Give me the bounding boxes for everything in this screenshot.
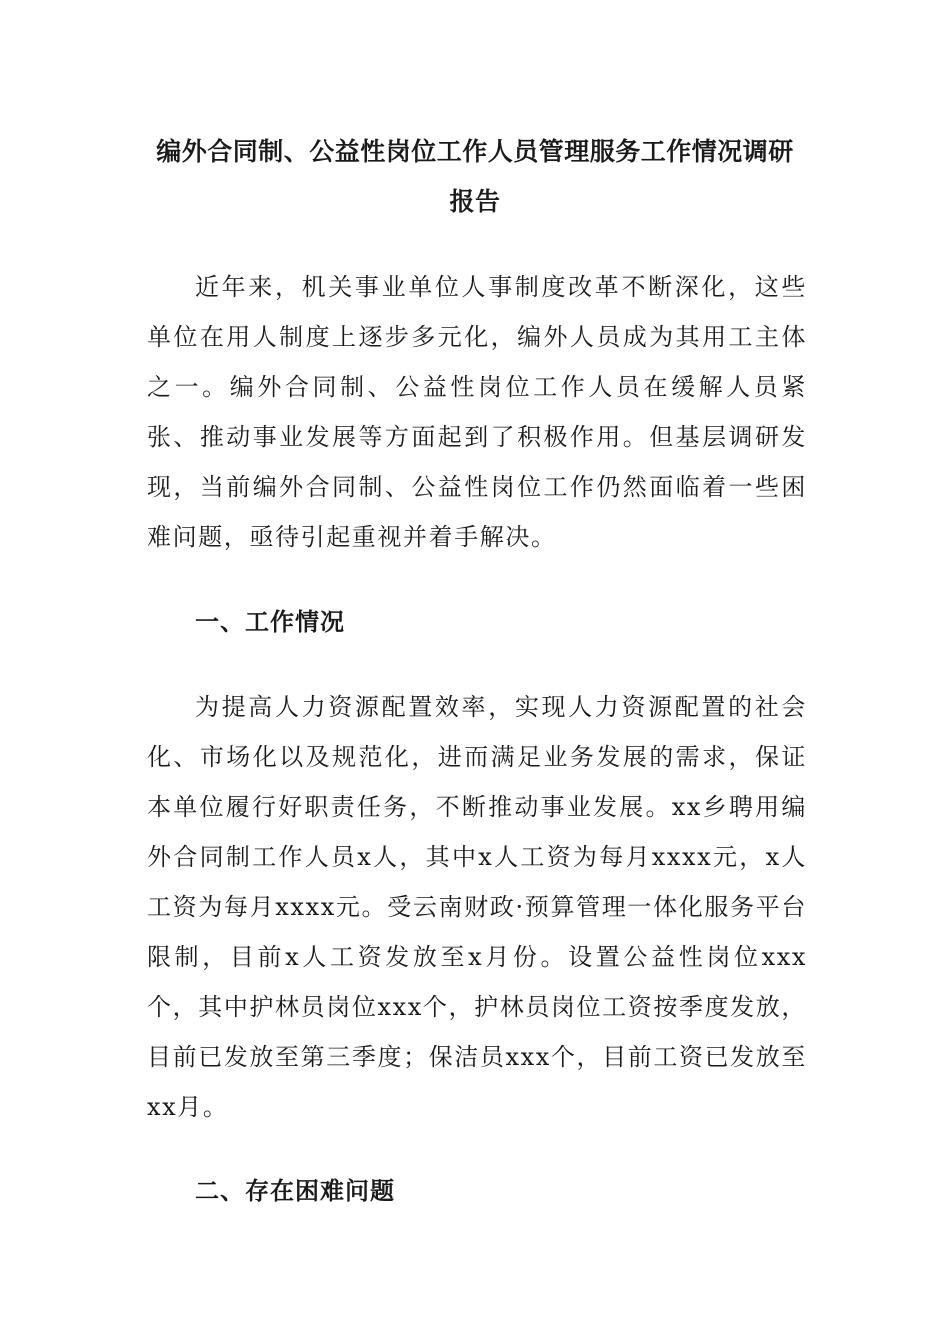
intro-paragraph: 近年来，机关事业单位人事制度改革不断深化，这些单位在用人制度上逐步多元化，编外人员成为其用工主体之一。编外合同制、公益性岗位工作人员在缓解人员紧张、推动事业发展等方面起到了积极作用。但基层调研发现，当前编外合同制、公益性岗位工作仍然面临着一些困难问题，亟待引起重视并着手解决。 [147,273,807,551]
section-2-heading: 二、存在困难问题 [195,1176,395,1205]
section-1-paragraph: 为提高人力资源配置效率，实现人力资源配置的社会化、市场化以及规范化，进而满足业务发展的需求，保证本单位履行好职责任务，不断推动事业发展。xx乡聘用编外合同制工作人员x人，其中x人工资为每月xxxx元，x人工资为每月xxxx元。受云南财政·预算管理一体化服务平台限制，目前x人工资发放至x月份。设置公益性岗位xxx个，其中护林员岗位xxx个，护林员岗位工资按季度发放，目前已发放至第三季度；保洁员xxx个，目前工资已发放至xx月。 [147,693,807,1121]
title-line-1: 编外合同制、公益性岗位工作人员管理服务工作情况调研 [156,137,794,166]
section-1-heading: 一、工作情况 [195,607,345,636]
document-title [145,127,805,227]
title-line-2: 报告 [449,187,501,216]
